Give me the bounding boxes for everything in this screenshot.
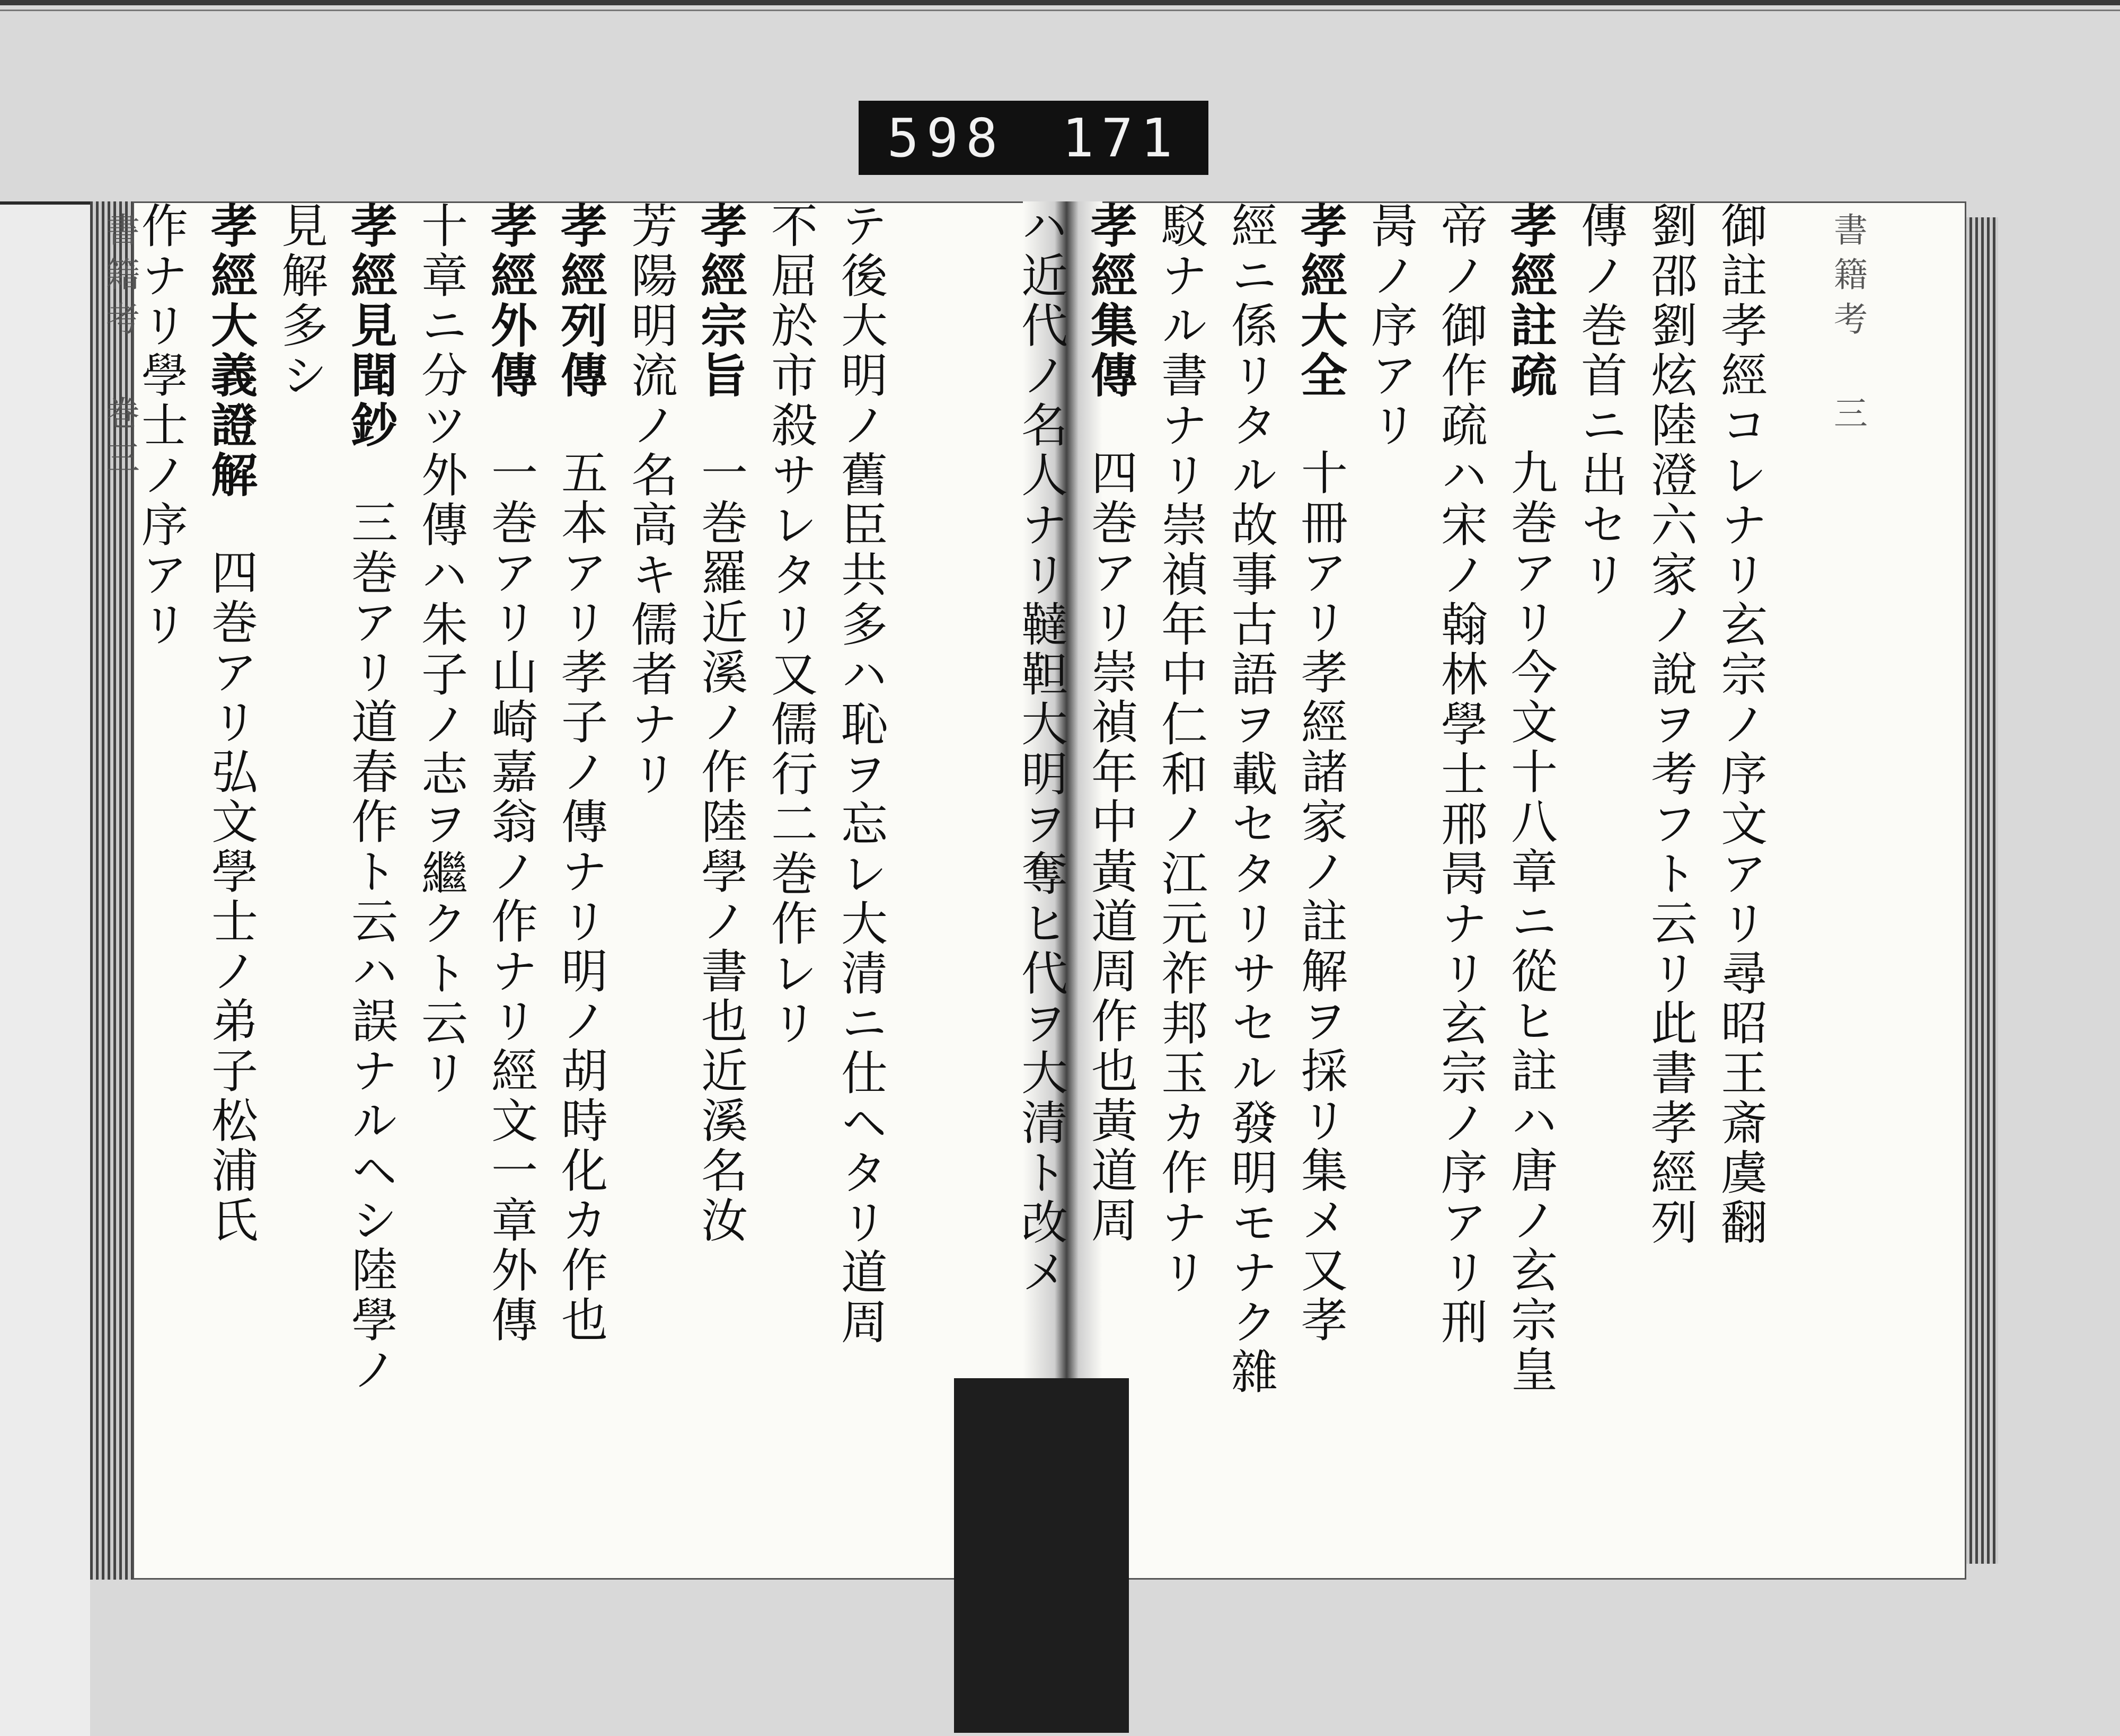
left-page-text [134, 201, 896, 1395]
entry-column: 孝經大義證解四巻アリ弘文學士ノ弟子松浦氏 [204, 201, 259, 1246]
text-column: テ後大明ノ舊臣共多ハ恥ヲ忘レ大清ニ仕ヘタリ道周 [834, 201, 888, 1347]
text-column: ハ近代ノ名人ナリ韃靼大明ヲ奪ヒ代ヲ大清ト改メ [1014, 201, 1068, 1298]
text-column: 帝ノ御作疏ハ宋ノ翰林學士邢昺ナリ玄宗ノ序アリ刑 [1434, 201, 1488, 1347]
entry-heading: 孝經大義證解 [204, 201, 259, 500]
entry-column: 孝經大全十冊アリ孝經諸家ノ註解ヲ採リ集メ又孝 [1293, 201, 1348, 1345]
text-column: 御註孝經コレナリ玄宗ノ序文アリ尋昭王斎虞翻 [1713, 201, 1768, 1248]
text-column: 不屈於市殺サレタリ又儒行二巻作レリ [764, 201, 818, 1048]
entry-heading: 孝經外傳 [483, 201, 538, 401]
archive-stamp [859, 101, 1208, 175]
book-edge-right [1966, 217, 1998, 1564]
entry-column: 孝經集傳四巻アリ崇禎年中黃道周作也黃道周 [1083, 201, 1138, 1246]
text-column: 昺ノ序アリ [1364, 201, 1418, 451]
text-column: 芳陽明流ノ名高キ儒者ナリ [624, 201, 678, 799]
text-column: 作ナリ學士ノ序アリ [134, 201, 189, 650]
stamp-number-right: 171 [1062, 107, 1180, 169]
text-column: 駁ナル書ナリ崇禎年中仁和ノ江元祚邦玉カ作ナリ [1154, 201, 1208, 1298]
entry-heading: 孝經註疏 [1503, 201, 1558, 401]
entry-column: 孝經外傳一巻アリ山崎嘉翁ノ作ナリ經文一章外傳 [483, 201, 538, 1345]
text-column: 經ニ係リタル故事古語ヲ載セタリサセル發明モナク雜 [1224, 201, 1278, 1397]
text-column: 劉邵劉炫陸澄六家ノ說ヲ考フト云リ此書孝經列 [1644, 201, 1698, 1248]
entry-heading: 孝經集傳 [1083, 201, 1138, 401]
entry-heading: 孝經見聞鈔 [343, 201, 399, 451]
stamp-number-left: 598 [887, 107, 1005, 169]
top-rule [0, 0, 2120, 5]
running-header-right: 書籍考 三 [1828, 212, 1867, 440]
text-column: 十章ニ分ツ外傳ハ朱子ノ志ヲ繼クト云リ [414, 201, 469, 1098]
entry-heading: 孝經宗旨 [693, 201, 748, 401]
entry-column: 孝經註疏九巻アリ今文十八章ニ從ヒ註ハ唐ノ玄宗皇 [1503, 201, 1558, 1395]
book-spine [954, 1378, 1129, 1733]
entry-column: 孝經列傳五本アリ孝子ノ傳ナリ明ノ胡時化カ作也 [553, 201, 608, 1345]
text-column: 傳ノ巻首ニ出セリ [1574, 201, 1628, 600]
text-column: 見解多シ [274, 201, 329, 401]
running-header-left: 書籍考 巻三 [100, 212, 139, 484]
top-rule-thin [0, 10, 2120, 11]
entry-column: 孝經宗旨一巻羅近溪ノ作陸學ノ書也近溪名汝 [693, 201, 748, 1246]
entry-column: 孝經見聞鈔三巻アリ道春作ト云ハ誤ナルヘシ陸學ノ [343, 201, 399, 1395]
right-page-text [1014, 201, 1776, 1397]
entry-heading: 孝經大全 [1293, 201, 1348, 401]
entry-heading: 孝經列傳 [553, 201, 608, 401]
left-margin-strip [0, 201, 90, 1736]
